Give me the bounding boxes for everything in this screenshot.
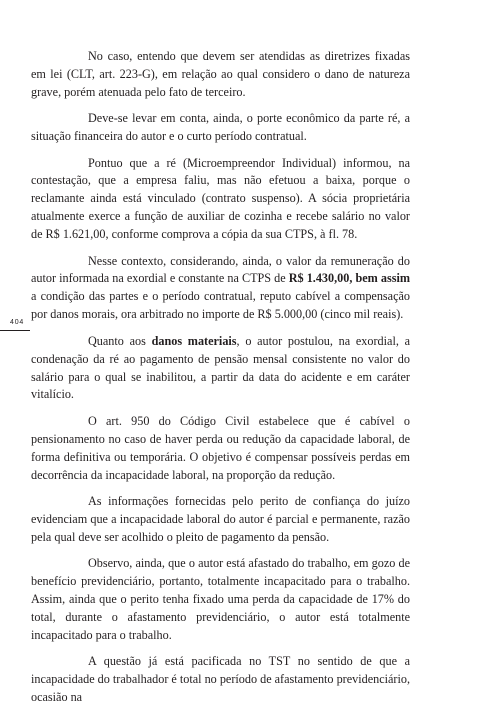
paragraph-4: Nesse contexto, considerando, ainda, o valor da remuneração do autor informada na exordial e constante na CTPS de R$ 1.430,00, bem assim a condição das partes e o período contratual, reputo cabível a compensação por danos morais, ora arbitrado no importe de R$ 5.000,00 (cinco mil reais). [31, 253, 410, 322]
bold-danos-materiais: danos materiais [151, 333, 237, 348]
paragraph-2: Deve-se levar em conta, ainda, o porte econômico da parte ré, a situação financeira do autor e o curto período contratual. [31, 111, 410, 144]
paragraph-6: O art. 950 do Código Civil estabelece que é cabível o pensionamento no caso de haver perda ou redução da capacidade laboral, de forma definitiva ou temporária. O objetivo é compensar possíveis perdas em decorrência da incapacidade laboral, na proporção da redução. [31, 413, 410, 482]
paragraph-3: Pontuo que a ré (Microempreendor Individual) informou, na contestação, que a empresa faliu, mas não efetuou a baixa, porque o reclamante ainda está vinculado (contrato suspenso). A sócia proprietária atualmente exerce a função de auxiliar de cozinha e recebe salário no valor de R$ 1.621,00, conforme comprova a cópia da sua CTPS, à fl. 78. [31, 155, 410, 242]
paragraph-8: Observo, ainda, que o autor está afastado do trabalho, em gozo de benefício previdenciário, portanto, totalmente incapacitado para o trabalho. Assim, ainda que o perito tenha fixado uma perda da capacidade de 17% do total, durante o afastamento previdenciário, o autor está totalmente incapacitado para o trabalho. [31, 556, 410, 642]
paragraph-7: As informações fornecidas pelo perito de confiança do juízo evidenciam que a incapacidade laboral do autor é parcial e permanente, razão pela qual deve ser acolhido o pleito de pagamento da pensão. [31, 493, 410, 544]
page-number: 404 [10, 319, 25, 326]
paragraph-9: A questão já está pacificada no TST no sentido de que a incapacidade do trabalhador é total no período de afastamento previdenciário, ocasião na [31, 654, 411, 704]
paragraph-1: No caso, entendo que devem ser atendidas as diretrizes fixadas em lei (CLT, art. 223-G), em relação ao qual considero o dano de natureza grave, porém atenuada pelo fato de terceiro. [31, 49, 410, 99]
bold-amount: R$ 1.430,00, bem assim [288, 271, 410, 286]
body-text [31, 48, 410, 715]
margin-rule [0, 330, 30, 331]
paragraph-5: Quanto aos danos materiais, o autor postulou, na exordial, a condenação da ré ao pagamento de pensão mensal consistente no valor do salário para o qual se inabilitou, a partir da data do acidente e em caráter vitalício. [31, 333, 411, 402]
